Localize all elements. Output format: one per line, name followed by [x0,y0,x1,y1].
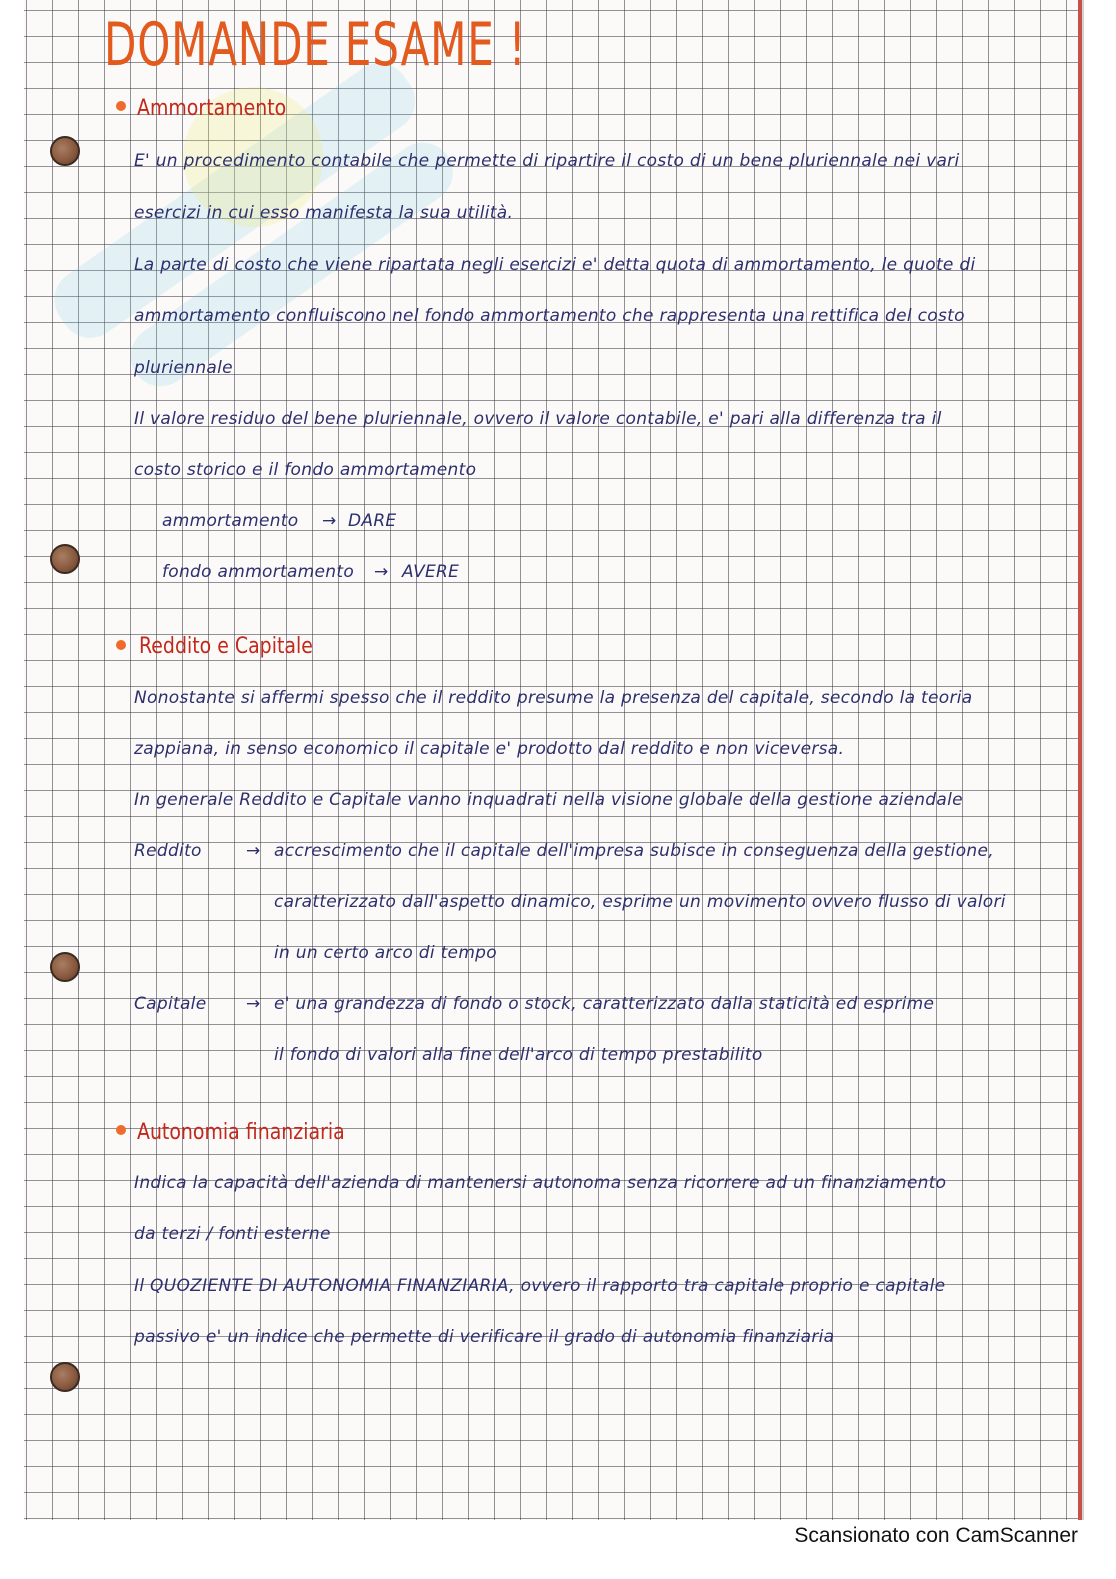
text-line: da terzi / fonti esterne [134,1224,331,1244]
entry-label: ammortamento [162,511,299,531]
arrow-icon: → [246,841,261,861]
bullet-icon [116,640,126,650]
text-line: La parte di costo che viene ripartata negli esercizi e' detta quota di ammortamento, le quote di [134,255,976,275]
section-heading: Ammortamento [137,96,287,121]
text-line: Il QUOZIENTE DI AUTONOMIA FINANZIARIA, ovvero il rapporto tra capitale proprio e capitale [134,1276,946,1296]
arrow-icon: → [246,994,261,1014]
text-line: esercizi in cui esso manifesta la sua utilità. [134,203,514,223]
text-line: Indica la capacità dell'azienda di mantenersi autonoma senza ricorrere ad un finanziamento [134,1173,947,1193]
entry-value: AVERE [402,562,460,582]
scanner-footer: Scansionato con CamScanner [794,1524,1078,1547]
entry-label: fondo ammortamento [162,562,355,582]
text-line: zappiana, in senso economico il capitale e' prodotto dal reddito e non viceversa. [134,739,845,759]
paper-edge [1078,0,1082,1520]
definition-term: Reddito [134,841,202,861]
definition-line: caratterizzato dall'aspetto dinamico, esprime un movimento ovvero flusso di valori [274,892,1006,912]
punch-hole [50,1362,80,1392]
definition-term: Capitale [134,994,207,1014]
entry-value: DARE [348,511,397,531]
definition-line: accrescimento che il capitale dell'impresa subisce in conseguenza della gestione, [274,841,994,861]
text-line: pluriennale [134,358,233,378]
text-line: costo storico e il fondo ammortamento [134,460,477,480]
arrow-icon: → [374,562,389,582]
definition-line: in un certo arco di tempo [274,943,497,963]
arrow-icon: → [322,511,337,531]
definition-line: e' una grandezza di fondo o stock, caratterizzato dalla staticità ed esprime [274,994,935,1014]
text-line: Il valore residuo del bene pluriennale, ovvero il valore contabile, e' pari alla differenza tra il [134,409,942,429]
punch-hole [50,136,80,166]
punch-hole [50,544,80,574]
section-heading: Reddito e Capitale [139,634,313,659]
text-line: In generale Reddito e Capitale vanno inquadrati nella visione globale della gestione aziendale [134,790,963,810]
text-line: Nonostante si affermi spesso che il reddito presume la presenza del capitale, secondo la teoria [134,688,973,708]
text-line: passivo e' un indice che permette di verificare il grado di autonomia finanziaria [134,1327,835,1347]
punch-hole [50,952,80,982]
definition-line: il fondo di valori alla fine dell'arco di tempo prestabilito [274,1045,763,1065]
bullet-icon [116,1125,126,1135]
page-title: DOMANDE ESAME ! [104,10,527,80]
section-heading: Autonomia finanziaria [137,1120,345,1145]
text-line: ammortamento confluiscono nel fondo ammortamento che rappresenta una rettifica del costo [134,306,965,326]
text-line: E' un procedimento contabile che permette di ripartire il costo di un bene pluriennale nei vari [134,151,960,171]
bullet-icon [116,101,126,111]
